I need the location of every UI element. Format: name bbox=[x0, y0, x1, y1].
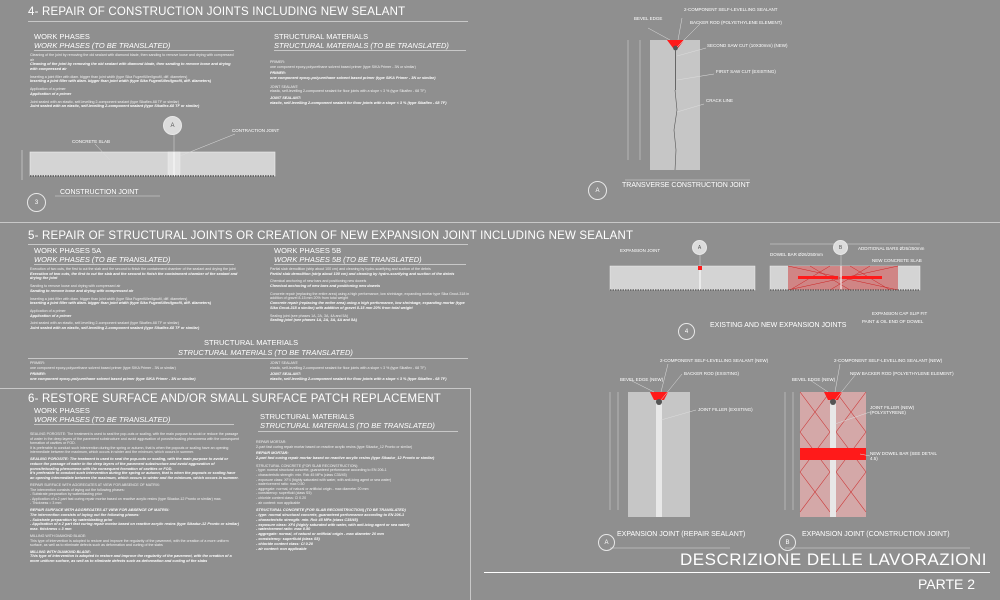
d4-caption: EXISTING AND NEW EXPANSION JOINTS bbox=[710, 322, 847, 329]
constr-circle: B bbox=[779, 534, 796, 551]
s4-marker-a: A bbox=[163, 116, 182, 135]
s4-circle-3: 3 bbox=[27, 193, 46, 212]
section-6-title: 6- RESTORE SURFACE AND/OR SMALL SURFACE PATCH REPLACEMENT bbox=[28, 393, 441, 405]
repair-circle: A bbox=[598, 534, 615, 551]
s6-struct-materials-tbt: STRUCTURAL MATERIALS (TO BE TRANSLATED) bbox=[260, 421, 435, 430]
section-5-title: 5- REPAIR OF STRUCTURAL JOINTS OR CREATION OF NEW EXPANSION JOINT INCLUDING NEW SEALANT bbox=[28, 230, 634, 242]
d4-marker-a: A bbox=[692, 240, 707, 255]
d4-circle: 4 bbox=[678, 323, 695, 340]
detail-a-circle: A bbox=[588, 181, 607, 200]
s5-text-5b: Partial slab demolition (strip about 100 cm) and cleaning by hydro-scarifying and suction of the debris Partial slab demolition (strip about 100 cm) and cleaning by hydro-scarifying and suction of the debris Chemical anchoring of new bars and positioning new dowels Chemical anchoring of new bars and positioning new dowels Concrete repair (replacing the entire area) using a high performance, low shrinkage, expanding mortar type Sika Grout-318 in addition of gravel 8-15 mm 20% from total weight Concrete repair (replacing the entire area) using a high performance, low shrinkage, expanding mortar (type Sika Grout-318 a similar) with addition of gravel 8-15 mm 20% from total weight Sealing joint (see phases 1A, 2A, 3A, 4A and 5A) Sealing joint (see phases 1A, 2A, 3A, 4A and 5A) bbox=[270, 267, 470, 323]
s5-wp5a-tbt: WORK PHASES (TO BE TRANSLATED) bbox=[34, 255, 171, 264]
s4-work-text: Cleaning of the joint by removing the old sealant with diamond blade, then sanding to remove loose and drying with compressed air Cleaning of the joint by removing the old sealant with diamond blade, then sanding to remove loose and drying with compressed air Inserting a joint filler with diam. bigger than joint width (type Sika Fugenfüller/Ignofil, diff. diameters) Inserting a joint filler with diam. bigger than joint width (type Sika Fugenfüller/Ignofil, diff. diameters) Application of a primer Application of a primer Joint sealed with an elastic, self-levelling 2-component sealant (type Sikaflex-68 TF or similar) Joint sealed with an elastic, self-levelling 2-component sealant (type Sikaflex-68 TF or similar) bbox=[30, 53, 234, 109]
footer-title: DESCRIZIONE DELLE LAVORAZIONI bbox=[680, 550, 988, 569]
s5-mat-right: JOINT SEALANT: elastic, self-levelling 2-component sealant for floor joints with a slope < 3 % (type Sikaflex - 68 TF) JOINT SEALANT: elastic, self-levelling 2-component sealant for floor joints with a slope < 3 % (type Sikaflex - 68 TF) bbox=[270, 361, 447, 381]
constr-dowel-label: NEW DOWEL BAR (SEE DETAIL 4.5) bbox=[870, 451, 937, 461]
expansion-joint-label: EXPANSION JOINT bbox=[620, 248, 661, 253]
bevel-edge-label: BEVEL EDGE bbox=[634, 16, 663, 21]
transverse-joint-drawing bbox=[600, 0, 1000, 210]
s6-struct-materials: STRUCTURAL MATERIALS bbox=[260, 412, 355, 421]
s5-struct-materials-tbt: STRUCTURAL MATERIALS (TO BE TRANSLATED) bbox=[178, 348, 353, 357]
footer-part: PARTE 2 bbox=[918, 576, 976, 592]
repair-caption: EXPANSION JOINT (REPAIR SEALANT) bbox=[617, 531, 746, 538]
s5-text-5a: Execution of two cuts, the first to cut the slab and the second to finish the containment chamber of the sealant and drying the joint Execution of two cuts, the first to cut the slab and the second to finish the containment chamber of the sealant and drying the joint Sanding to remove loose and drying with compressed air Sanding to remove loose and drying with compressed air Inserting a joint filler with diam. bigger than joint width (type Sika Fugenfüller/Ignofil, diff. diameters) Inserting a joint filler with diam. bigger than joint width (type Sika Fugenfüller/Ignofil, diff. diameters) Application of a primer Application of a primer Joint sealed with an elastic, self-levelling 2-component sealant (type Sikaflex-68 TF or similar) Joint sealed with an elastic, self-levelling 2-component sealant (type Sikaflex-68 TF or similar) bbox=[30, 267, 238, 330]
s4-struct-materials-tbt: STRUCTURAL MATERIALS (TO BE TRANSLATED) bbox=[274, 41, 449, 50]
constr-bevel-label: BEVEL EDGE (NEW) bbox=[792, 377, 836, 382]
s4-work-phases: WORK PHASES bbox=[34, 32, 90, 41]
construction-joint-drawing bbox=[0, 110, 500, 220]
contraction-joint-label: CONTRACTION JOINT bbox=[232, 128, 280, 133]
constr-sealant-label: 2-COMPONENT SELF-LEVELLING SEALANT (NEW) bbox=[834, 358, 943, 363]
concrete-slab-rect bbox=[30, 152, 275, 176]
s6-text-left: SEALING POROSITE: The treatment is used to seal the pop-outs or scaling, with the main purpose to avoid or reduce the passage of water in the deep layers of the pavement substructure and avoid aggravation of porosite/scaling phenomena with the consequent formation of cavities or FOD. It is preferable to conduct such intervention during the spring or autumn, that is when the popouts or scaling have an opening intermediate between the maximum, which occurs in winter and the minimum, which occurs in summer. SEALING POROSITE: The treatment is used to seal the pop-outs or scaling, with the main purpose to avoid or reduce the passage of water in the deep layers of the pavement substructure and avoid aggravation of porosite/scaling phenomena with the consequent formation of cavities or FOD. It's preferable to conduct such intervention during the spring or autumn, that is when the popouts or scaling have an opening intermediate between the maximum, which occurs in winter and the minimum, which occurs in summer. REPAIR SURFACE WITH AGGREGATES AT VIEW FOR ABSENCE OF MATRIX: The intervention consists of laying out the following phases: - Substrate preparation by waterblasting prior - Application of a 2 part fast curing repair mortar based on reactive acrylic resins (type Sikadur-12 Pronto or similar) max. - Thickness = 3 mm REPAIR SURFACE WITH AGGREGATES AT VIEW FOR ABSENCE OF MATRIX: The intervention consists of laying out the following phases: - Substrate preparation by waterblasting prior - Application of a 2 part fast curing repair mortar based on reactive acrylic resins (type Sikadur-12 Pronto or similar) max. thickness = 3 mm MILLING WITH DIAMOND BLADE: This type of intervention is adopted to restore and improve the regularity of the pavement, with the creation of a more uniform surface, as well as to eliminate defects such as deformation and curling of the slabs MILLING WITH DIAMOND BLADE: This type of intervention is adopted to restore and improve the regularity of the pavement, with the creation of a more uniform surface, as well as to eliminate defects such as deformation and curling of the slabs bbox=[30, 432, 239, 564]
dowel-bar-label: DOWEL BAR Ø26/250mm bbox=[770, 252, 823, 257]
s5-mat-left: PRIMER: one component epoxy-polyurethane solvent based primer (type SIKA Primer - 3N or similar) PRIMER: one component epoxy-polyurethane solvent based primer (type SIKA Primer - 3N or similar) bbox=[30, 361, 196, 381]
s4-mat-text: PRIMER: one component epoxy-polyurethane solvent based primer (type SIKA Primer - 3N or similar) PRIMER: one component epoxy-polyurethane solvent based primer (type SIKA Primer - 3N or similar) JOINT SEALANT: elastic, self-levelling 2-component sealant for floor joints with a slope < 3 % (type Sikaflex - 68 TF) JOINT SEALANT: elastic, self-levelling 2-component sealant for floor joints with a slope < 3 % (type Sikaflex - 68 TF) bbox=[270, 60, 447, 105]
s5-struct-materials: STRUCTURAL MATERIALS bbox=[204, 338, 299, 347]
s6-work-phases-tbt: WORK PHASES (TO BE TRANSLATED) bbox=[34, 415, 171, 424]
constr-backer-label: NEW BACKER ROD (POLYETHYLENE ELEMENT) bbox=[850, 371, 954, 376]
section-4-title: 4- REPAIR OF CONSTRUCTION JOINTS INCLUDING NEW SEALANT bbox=[28, 6, 406, 18]
s6-text-right: REPAIR MORTAR: 2-part fast curing repair mortar based on reactive acrylic resins (type Sikadur_12 Pronto or similar) REPAIR MORTAR: 2-part fast curing repair mortar based on reactive acrylic resins (type Sikadur_12 Pronto or similar) STRUCTURAL CONCRETE (FOR SLAB RECONSTRUCTION): - type: normal structural concrete, guaranteed performance according to EN 206-1 - characteristic strength: min. Rck 45 MPa (class C35/45) - exposure class: XF4 (highly saturated with water, with anti-icing agent or sea water) - water/cement ratio: max 0.50 - aggregate: normal, of natural or artificial origin - max diameter 20 mm - consistency: superfluid (class S5) - chloride content class: Cl 0.20 - air content: non applicable STRUCTURAL CONCRETE (FOR SLAB RECONSTRUCTION) (TO BE TRANSLATED) - type: normal structural concrete, guaranteed performance according to EN 206-1 - characteristic strength: min. Rck 45 MPa (class C35/45) - exposure class: XF4 (highly saturated with water, with anti-icing agent or sea water) - water/cement ratio: max 0.50 - aggregate: normal, of natural or artificial origin - max diameter 20 mm - consistency: superfluid (class S5) - chloride content class: Cl 0.20 - air content: non applicable bbox=[256, 440, 435, 551]
s5-wp5b: WORK PHASES 5B bbox=[274, 246, 342, 255]
detail-a-caption: TRANSVERSE CONSTRUCTION JOINT bbox=[622, 182, 750, 189]
cap-slip-label: EXPANSION CAP SLIP FIT bbox=[872, 311, 928, 316]
constr-caption: EXPANSION JOINT (CONSTRUCTION JOINT) bbox=[802, 531, 950, 538]
backer-rod-label: BACKER ROD (POLYETHYLENE ELEMENT) bbox=[690, 20, 782, 25]
d4-marker-b: B bbox=[833, 240, 848, 255]
first-saw-label: FIRST SAW CUT (EXISTING) bbox=[716, 69, 776, 74]
second-saw-label: SECOND SAW CUT (10X30mm) (NEW) bbox=[707, 43, 788, 48]
s6-work-phases: WORK PHASES bbox=[34, 406, 90, 415]
s4-work-phases-tbt: WORK PHASES (TO BE TRANSLATED) bbox=[34, 41, 171, 50]
additional-bars-label: ADDITIONAL BARS Ø26/250mm bbox=[858, 246, 925, 251]
s5-wp5b-tbt: WORK PHASES 5B (TO BE TRANSLATED) bbox=[274, 255, 422, 264]
concrete-slab-label: CONCRETE SLAB bbox=[72, 139, 111, 144]
s5-wp5a: WORK PHASES 5A bbox=[34, 246, 102, 255]
repair-sealant-label: 2-COMPONENT SELF-LEVELLING SEALANT (NEW) bbox=[660, 358, 769, 363]
repair-bevel-label: BEVEL EDGE (NEW) bbox=[620, 377, 664, 382]
repair-filler-label: JOINT FILLER (EXISTING) bbox=[698, 407, 753, 412]
crack-line-label: CRACK LINE bbox=[706, 98, 734, 103]
constr-filler-label: JOINT FILLER (NEW) (POLYSTYRENE) bbox=[870, 405, 915, 415]
repair-backer-label: BACKER ROD (EXISTING) bbox=[684, 371, 740, 376]
s4-caption: CONSTRUCTION JOINT bbox=[60, 189, 139, 196]
new-slab-label: NEW CONCRETE SLAB bbox=[872, 258, 922, 263]
paint-label: PAINT & OIL END OF DOWEL bbox=[862, 319, 924, 324]
sealant-label: 2-COMPONENT SELF-LEVELLING SEALANT bbox=[684, 7, 778, 12]
s4-struct-materials: STRUCTURAL MATERIALS bbox=[274, 32, 369, 41]
